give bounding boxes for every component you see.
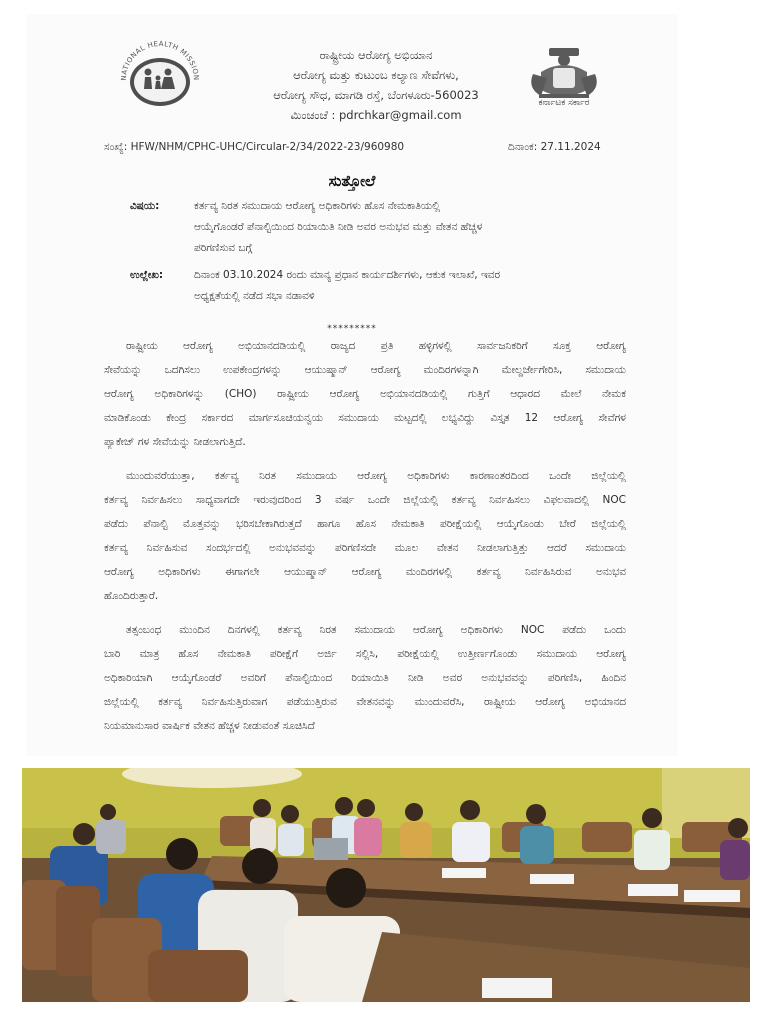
reference-label: ಉಲ್ಲೇಖ: — [130, 269, 164, 281]
subject-label: ವಿಷಯ: — [130, 200, 160, 212]
circular-reference-number: ಸಂಖ್ಯೆ: HFW/NHM/CPHC-UHC/Circular-2/34/2022-23/960980 — [104, 141, 405, 153]
paragraph-2-line: ಕರ್ತವ್ಯ ನಿರ್ವಹಿಸಲು ಸಾಧ್ಯವಾಗದೇ ಇರುವುದರಿಂದ 3 ವರ್ಷ ಒಂದೇ ಜಿಲ್ಲೆಯಲ್ಲಿ ಕರ್ತವ್ಯ ನಿರ್ವಹಿಸಲು ವಿಫಲವಾದಲ್ಲಿ NOC — [104, 494, 626, 506]
paragraph-3-line: ಜಿಲ್ಲೆಯಲ್ಲಿ ಕರ್ತವ್ಯ ನಿರ್ವಹಿಸುತ್ತಿರುವಾಗ ಪಡೆಯುತ್ತಿರುವ ವೇತನವನ್ನು ಮುಂದುವರೆಸಿ, ರಾಷ್ಟ್ರೀಯ ಆರೋಗ್ಯ ಅಭಿಯಾನದ — [104, 696, 626, 708]
subject-line: ಪರಿಗಣಿಸುವ ಬಗ್ಗೆ — [194, 242, 253, 254]
paragraph-3-line: ನಿಯಮಾನುಸಾರ ವಾರ್ಷಿಕ ವೇತನ ಹೆಚ್ಚಳ ನೀಡುವಂತೆ ಸೂಚಿಸಿದೆ — [104, 720, 315, 732]
karnataka-caption: ಕರ್ನಾಟಕ ಸರ್ಕಾರ — [538, 98, 590, 108]
paragraph-2-line: ಕರ್ತವ್ಯ ನಿರ್ವಹಿಸುವ ಸಂದರ್ಭದಲ್ಲಿ ಅನುಭವವನ್ನು ಪರಿಗಣಿಸದೇ ಮೂಲ ವೇತನ ನೀಡಲಾಗುತ್ತಿತ್ತು ಆದರೆ ಸಮುದಾಯ — [104, 542, 626, 554]
nhm-logo-text: NATIONAL HEALTH MISSION — [119, 39, 201, 81]
section-separator: ********* — [327, 324, 377, 334]
paragraph-1-line: ಪ್ಯಾಕೇಜ್ ಗಳ ಸೇವೆಯನ್ನು ನೀಡಲಾಗುತ್ತಿದೆ. — [104, 436, 246, 448]
paragraph-3-line: ಅಧಿಕಾರಿಯಾಗಿ ಆಯ್ಕೆಗೊಂಡರೆ ಅವರಿಗೆ ಪೆನಾಲ್ಟಿಯಿಂದ ರಿಯಾಯಿತಿ ನೀಡಿ ಅವರ ಅನುಭವವನ್ನು ಪರಿಗಣಿಸಿ, ಹಿಂದಿನ — [104, 672, 626, 684]
subject-line: ಆಯ್ಕೆಗೊಂಡರೆ ಪೆನಾಲ್ಟಿಯಿಂದ ರಿಯಾಯಿತಿ ನೀಡಿ ಅವರ ಅನುಭವ ಮತ್ತು ವೇತನ ಹೆಚ್ಚಳ — [194, 221, 483, 233]
subject-line: ಕರ್ತವ್ಯ ನಿರತ ಸಮುದಾಯ ಆರೋಗ್ಯ ಅಧಿಕಾರಿಗಳು ಹೊಸ ನೇಮಕಾತಿಯಲ್ಲಿ — [194, 200, 441, 212]
circular-date: ದಿನಾಂಕ: 27.11.2024 — [508, 141, 601, 153]
header-line-3: ಆರೋಗ್ಯ ಸೌಧ, ಮಾಗಡಿ ರಸ್ತೆ, ಬೆಂಗಳೂರು-560023 — [273, 88, 479, 102]
circular-document — [26, 14, 678, 756]
reference-line: ದಿನಾಂಕ 03.10.2024 ರಂದು ಮಾನ್ಯ ಪ್ರಧಾನ ಕಾರ್ಯದರ್ಶಿಗಳು, ಆಕುಕ ಇಲಾಖೆ, ಇವರ — [194, 269, 501, 281]
header-line-2: ಆರೋಗ್ಯ ಮತ್ತು ಕುಟುಂಬ ಕಲ್ಯಾಣ ಸೇವೆಗಳು, — [293, 68, 459, 82]
paragraph-2-line: ಹೊಂದಿರುತ್ತಾರೆ. — [104, 590, 159, 602]
paragraph-1-line: ರಾಷ್ಟ್ರೀಯ ಆರೋಗ್ಯ ಅಭಿಯಾನದಡಿಯಲ್ಲಿ ರಾಜ್ಯದ ಪ್ರತಿ ಹಳ್ಳಿಗಳಲ್ಲಿ ಸಾರ್ವಜನಿಕರಿಗೆ ಸೂಕ್ತ ಆರೋಗ್ಯ — [126, 340, 626, 352]
paragraph-1-line: ಸೇವೆಯನ್ನು ಒದಗಿಸಲು ಉಪಕೇಂದ್ರಗಳನ್ನು ಆಯುಷ್ಮಾನ್ ಆರೋಗ್ಯ ಮಂದಿರಗಳನ್ನಾಗಿ ಮೇಲ್ದರ್ಜೇಗೇರಿಸಿ, ಸಮುದಾಯ — [104, 364, 626, 376]
reference-line: ಅಧ್ಯಕ್ಷತೆಯಲ್ಲಿ ನಡೆದ ಸಭಾ ನಡಾವಳಿ — [194, 290, 315, 302]
meeting-photo-illustration — [22, 768, 750, 1002]
page-title: ಸುತ್ತೋಲೆ — [328, 172, 376, 190]
paragraph-2-line: ಮುಂದುವರೆಯುತ್ತಾ, ಕರ್ತವ್ಯ ನಿರತ ಸಮುದಾಯ ಆರೋಗ್ಯ ಅಧಿಕಾರಿಗಳು ಕಾರಣಾಂತರದಿಂದ ಒಂದೇ ಜಿಲ್ಲೆಯಲ್ಲಿ — [126, 470, 626, 482]
paragraph-3-line: ಬಾರಿ ಮಾತ್ರ ಹೊಸ ನೇಮಕಾತಿ ಪರೀಕ್ಷೆಗೆ ಅರ್ಜಿ ಸಲ್ಲಿಸಿ, ಪರೀಕ್ಷೆಯಲ್ಲಿ ಉತ್ತೀರ್ಣಗೊಂಡು ಸಮುದಾಯ ಆರೋಗ್ಯ — [104, 648, 626, 660]
national-health-mission-logo — [116, 36, 204, 114]
paragraph-2-line: ಆರೋಗ್ಯ ಅಧಿಕಾರಿಗಳು ಈಗಾಗಲೇ ಆಯುಷ್ಮಾನ್ ಆರೋಗ್ಯ ಮಂದಿರಗಳಲ್ಲಿ ಕರ್ತವ್ಯ ನಿರ್ವಹಿಸಿರುವ ಅನುಭವ — [104, 566, 626, 578]
header-line-1: ರಾಷ್ಟ್ರೀಯ ಆರೋಗ್ಯ ಅಭಿಯಾನ — [319, 48, 433, 62]
paragraph-1-line: ಮಾಡಿಕೊಂಡು ಕೇಂದ್ರ ಸರ್ಕಾರದ ಮಾರ್ಗಸೂಚಿಯನ್ವಯ ಸಮುದಾಯ ಮಟ್ಟದಲ್ಲಿ ಲಭ್ಯವಿದ್ದು ವಿಸ್ತೃತ 12 ಆರೋಗ್ಯ ಸೇವೆಗಳ — [104, 412, 626, 424]
paragraph-3-line: ತತ್ಸಂಬಂಧ ಮುಂದಿನ ದಿನಗಳಲ್ಲಿ ಕರ್ತವ್ಯ ನಿರತ ಸಮುದಾಯ ಆರೋಗ್ಯ ಅಧಿಕಾರಿಗಳು NOC ಪಡೆದು ಒಂದು — [126, 624, 626, 636]
paragraph-1-line: ಆರೋಗ್ಯ ಅಧಿಕಾರಿಗಳನ್ನು (CHO) ರಾಷ್ಟ್ರೀಯ ಆರೋಗ್ಯ ಅಭಿಯಾನದಡಿಯಲ್ಲಿ ಗುತ್ತಿಗೆ ಆಧಾರದ ಮೇಲೆ ನೇಮಕ — [104, 388, 626, 400]
header-email: ಮಿಂಚಂಚೆ : pdrchkar@gmail.com — [290, 108, 462, 122]
paragraph-2-line: ಪಡೆದು ಪೆನಾಲ್ಟಿ ಮೊತ್ತವನ್ನು ಭರಿಸಬೇಕಾಗಿರುತ್ತದೆ ಹಾಗೂ ಹೊಸ ನೇಮಕಾತಿ ಪರೀಕ್ಷೆಯಲ್ಲಿ ಆಯ್ಕೆಗೊಂಡು ಬೇರೆ ಜಿಲ್ಲೆಯಲ್ಲಿ — [104, 518, 626, 530]
meeting-photo — [22, 768, 750, 1002]
